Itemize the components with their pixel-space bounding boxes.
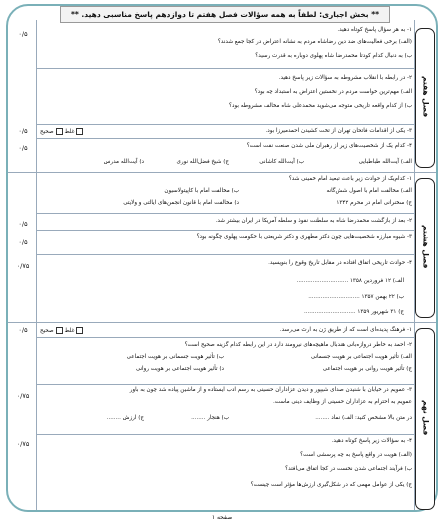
row-divider xyxy=(36,384,414,385)
question-text: عمویم به احترام به عزاداران حسینی از وظایف دینی ماست. xyxy=(272,399,412,405)
section-label-7: فصل هفتم xyxy=(421,76,431,118)
false-label: غلط xyxy=(64,129,75,135)
option-c: ج) سخنرانی امام در محرم ۱۳۴۲ xyxy=(336,200,412,206)
false-checkbox[interactable] xyxy=(56,327,63,334)
score-column-divider xyxy=(36,20,37,510)
question-text: ب) از کدام واقعه تاریخی متوجه می‌شوید محمدعلی شاه مخالف مشروطه بود؟ xyxy=(229,103,412,109)
option-c: ج) شیخ فضل‌الله نوری xyxy=(176,159,229,165)
question-text: ج) یکی از عوامل مهمی که در شکل‌گیری ارزش‌ها مؤثر است چیست؟ xyxy=(250,482,412,488)
section-label-8: فصل هشتم xyxy=(421,225,431,269)
score: ۰/۵ xyxy=(18,220,28,228)
question-text: ۱- کدام‌یک از حوادث زیر باعث تبعید امام خمینی شد؟ xyxy=(288,176,412,182)
score: ۰/۵ xyxy=(18,326,28,334)
option-d: د) تأثیر هویت اجتماعی بر هویت روانی xyxy=(135,366,224,372)
date-b: ب) ۲۲ بهمن ۱۳۵۷ ............................. xyxy=(308,294,404,300)
question-text: ۴- حوادث تاریخی اتفاق افتاده در مقابل تاریخ وقوع را بنویسید. xyxy=(268,260,412,266)
question-text: (الف) هویت در واقع پاسخ به چه پرسشی است؟ xyxy=(300,452,412,458)
score: ۰/۵ xyxy=(18,144,28,152)
row-divider xyxy=(36,434,414,435)
score: ۰/۷۵ xyxy=(16,440,30,448)
question-text: ۱- فرهنگ پدیده‌ای است که از طریق ژن به ارث می‌رسد. xyxy=(279,327,412,333)
row-divider xyxy=(36,254,414,255)
label-value: ج) ارزش ........ xyxy=(106,415,144,421)
option-d: د) آیت‌الله مدرس xyxy=(103,159,144,165)
option-a: الف) مخالفت امام با اصول شش‌گانه xyxy=(326,188,412,194)
true-false-options xyxy=(40,128,84,136)
score: ۰/۷۵ xyxy=(16,262,30,270)
true-false-options xyxy=(40,327,84,335)
score: ۰/۵ xyxy=(18,30,28,38)
score: ۰/۵ xyxy=(18,127,28,135)
false-label: غلط xyxy=(64,328,75,334)
question-text: ۴- به سؤالات زیر پاسخ کوتاه دهید. xyxy=(331,438,412,444)
true-checkbox[interactable] xyxy=(76,128,83,135)
row-divider xyxy=(36,230,414,231)
question-text: الف) مهم‌ترین خواست مردم در نخستین اعتراض به استبداد چه بود؟ xyxy=(254,89,412,95)
row-divider xyxy=(36,213,414,214)
score: ۰/۵ xyxy=(18,238,28,246)
header-title: ** بخش اجباری: لطفاً به همه سؤالات فصل هفتم تا دوازدهم پاسخ مناسبی دهید. ** xyxy=(60,6,390,23)
question-text: ۳- عمویم در خیابان با شنیدن صدای شیپور و دیدن عزاداران حسینی به رسم ادب ایستاده و از ماشین پیاده شد چون به باور xyxy=(129,387,412,393)
section-label-9: فصل نهم xyxy=(421,400,431,436)
question-text: ۱- به هر سؤال پاسخ کوتاه دهید. xyxy=(337,27,412,33)
question-text: ب) فرآیند اجتماعی شدن نخست در کجا اتفاق می‌افتد؟ xyxy=(285,466,412,472)
question-text: ۳- شیوه مبارزه شخصیت‌هایی چون دکتر مطهری و دکتر شریعتی با حکومت پهلوی چگونه بود؟ xyxy=(196,234,412,240)
label-norm: ب) هنجار ........ xyxy=(191,415,229,421)
false-checkbox[interactable] xyxy=(56,128,63,135)
true-label: صحیح xyxy=(40,129,54,135)
question-text: ب) به دنبال کدام کودتا محمدرضا شاه پهلوی دوباره به قدرت رسید؟ xyxy=(255,53,412,59)
option-a: الف) آیت‌الله طباطبایی xyxy=(358,159,412,165)
question-text: (الف) برخی فعالیت‌های ضد دین رضاشاه مردم به نشانه اعتراض در کجا جمع شدند؟ xyxy=(217,39,412,45)
true-label: صحیح xyxy=(40,328,54,334)
question-text: ۳- یکی از اقدامات فاتحان تهران از تخت کشیدن احمدمیرزا بود. xyxy=(265,128,412,134)
option-b: ب) تأثیر هویت جسمانی بر هویت اجتماعی xyxy=(126,354,224,360)
question-text: ۲- در رابطه با انقلاب مشروطه به سؤالات زیر پاسخ دهید. xyxy=(278,75,412,81)
date-a: الف) ۱۲ فروردین ۱۳۵۸ ............................. xyxy=(296,278,404,284)
row-divider xyxy=(36,337,414,338)
section-divider xyxy=(8,322,436,323)
question-text: ۴- کدام یک از شخصیت‌های زیر از رهبران ملی شدن صنعت نفت است؟ xyxy=(246,143,412,149)
score: ۰/۷۵ xyxy=(16,392,30,400)
option-b: ب) آیت‌الله کاشانی xyxy=(259,159,304,165)
option-a: الف) تأثیر هویت اجتماعی بر هویت جسمانی xyxy=(310,354,412,360)
question-text: ۲- بعد از بازگشت محمدرضا شاه به سلطنت نفوذ و سلطه آمریکا در ایران بیشتر شد. xyxy=(215,218,412,224)
label-symbol: در متن بالا مشخص کنید: الف) نماد ........ xyxy=(315,415,412,421)
true-checkbox[interactable] xyxy=(76,327,83,334)
section-divider xyxy=(8,172,436,173)
row-divider xyxy=(36,124,414,125)
option-c: ج) تأثیر هویت روانی بر هویت اجتماعی xyxy=(322,366,412,372)
page-number: صفحه ۱ xyxy=(211,514,233,521)
row-divider xyxy=(36,138,414,139)
question-text: ۲- احمد به خاطر دروازه‌بانی هندبال ماهیچه‌های نیرومند دارد در این رابطه کدام گزینه صحیح است؟ xyxy=(184,342,412,348)
option-d: د) مخالفت امام با قانون انجمن‌های ایالتی و ولایتی xyxy=(123,200,239,206)
option-b: ب) مخالفت امام با کاپیتولاسیون xyxy=(164,188,239,194)
row-divider xyxy=(36,68,414,69)
date-c: ج) ۳۱ شهریور ۱۳۵۹ ............................. xyxy=(303,309,404,315)
